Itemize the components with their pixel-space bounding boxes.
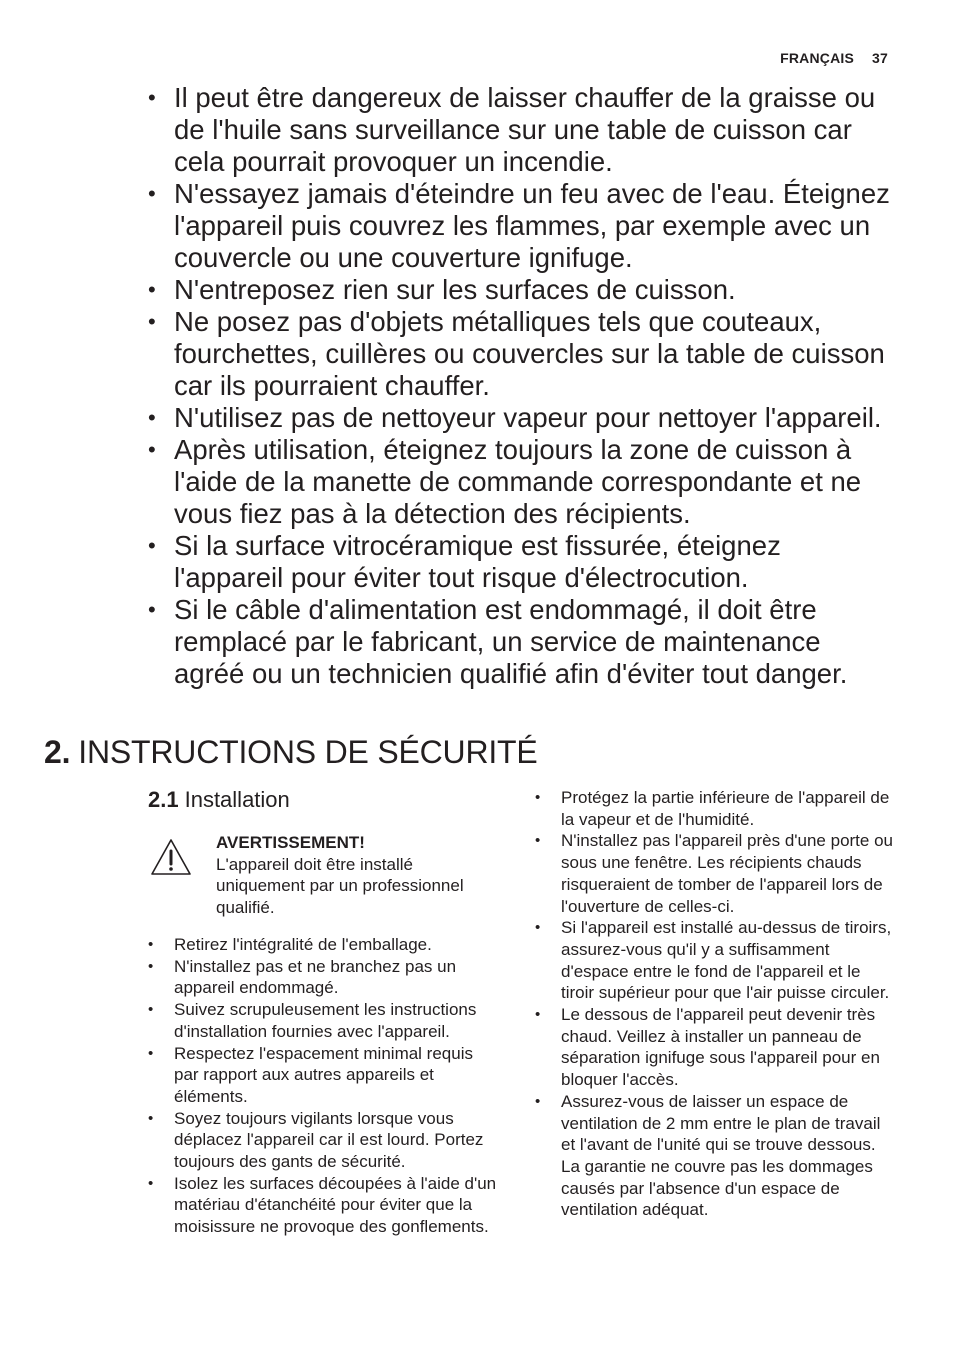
section-title [44,733,538,771]
page-number: 37 [872,50,888,66]
list-item: • N'utilisez pas de nettoyeur vapeur pour nettoyer l'appareil. [148,402,896,434]
list-item: • Isolez les surfaces découpées à l'aide d'un matériau d'étanchéité pour éviter que la moisissure ne provoque des gonflements. [148,1173,500,1238]
installation-list-left [148,934,500,1238]
warning-title: AVERTISSEMENT! [216,833,365,852]
list-item: • N'installez pas l'appareil près d'une porte ou sous une fenêtre. Les récipients chauds risqueraient de tomber de l'appareil lors de l'ouverture de celles-ci. [535,830,895,917]
safety-list-large [148,82,896,690]
list-item: • Ne posez pas d'objets métalliques tels que couteaux, fourchettes, cuillères ou couvercles sur la table de cuisson car ils pourraient chauffer. [148,306,896,402]
section-title-text: INSTRUCTIONS DE SÉCURITÉ [78,734,538,770]
subsection-title-text: Installation [184,787,290,812]
list-item: • N'essayez jamais d'éteindre un feu avec de l'eau. Éteignez l'appareil puis couvrez les flammes, par exemple avec un couvercle ou une couverture ignifuge. [148,178,896,274]
warning-body: L'appareil doit être installé uniquement par un professionnel qualifié. [216,854,464,917]
list-item: • Retirez l'intégralité de l'emballage. [148,934,500,956]
list-item: • Assurez-vous de laisser un espace de ventilation de 2 mm entre le plan de travail et l'avant de l'unité qui se trouve dessous. La garantie ne couvre pas les dommages causés par l'absence d'un espace de ventilation adéquat. [535,1091,895,1221]
list-item: • Si l'appareil est installé au-dessus de tiroirs, assurez-vous qu'il y a suffisamment d'espace entre le fond de l'appareil et le tiroir supérieur pour que l'air puisse circuler. [535,917,895,1004]
list-item: • Si la surface vitrocéramique est fissurée, éteignez l'appareil pour éviter tout risque d'électrocution. [148,530,896,594]
page-header [780,50,888,66]
installation-list-right [535,787,895,1221]
list-item: • Protégez la partie inférieure de l'appareil de la vapeur et de l'humidité. [535,787,895,830]
list-item: • N'installez pas et ne branchez pas un appareil endommagé. [148,956,500,999]
warning-box [150,832,500,918]
list-item: • Suivez scrupuleusement les instructions d'installation fournies avec l'appareil. [148,999,500,1042]
list-item: • Soyez toujours vigilants lorsque vous déplacez l'appareil car il est lourd. Portez toujours des gants de sécurité. [148,1108,500,1173]
header-language: FRANÇAIS [780,50,855,66]
list-item: • Le dessous de l'appareil peut devenir très chaud. Veillez à installer un panneau de séparation ignifuge sous l'appareil pour en bloquer l'accès. [535,1004,895,1091]
section-number: 2. [44,734,71,770]
warning-text [216,832,500,918]
subsection-title [148,786,290,814]
subsection-number: 2.1 [148,787,179,812]
list-item: • Respectez l'espacement minimal requis par rapport aux autres appareils et éléments. [148,1043,500,1108]
list-item: • Il peut être dangereux de laisser chauffer de la graisse ou de l'huile sans surveillance sur une table de cuisson car cela pourrait provoquer un incendie. [148,82,896,178]
list-item: • Si le câble d'alimentation est endommagé, il doit être remplacé par le fabricant, un service de maintenance agréé ou un technicien qualifié afin d'éviter tout danger. [148,594,896,690]
list-item: • N'entreposez rien sur les surfaces de cuisson. [148,274,896,306]
warning-triangle-icon [150,838,192,876]
list-item: • Après utilisation, éteignez toujours la zone de cuisson à l'aide de la manette de commande correspondante et ne vous fiez pas à la détection des récipients. [148,434,896,530]
